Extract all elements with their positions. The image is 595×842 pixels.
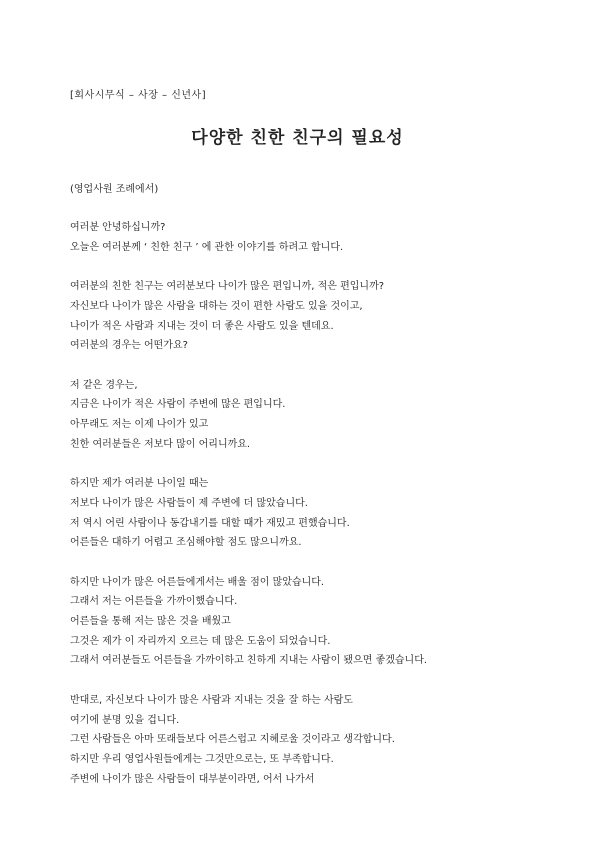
- text-line: 여기에 분명 있을 겁니다.: [70, 714, 180, 726]
- paragraph: [70, 218, 540, 257]
- text-line: 여러분의 경우는 어떤가요?: [70, 340, 188, 352]
- text-line: 오늘은 여러분께 ‘ 친한 친구 ’ 에 관한 이야기를 하려고 합니다.: [70, 241, 344, 253]
- text-line: 어른들을 통해 저는 많은 것을 배웠고: [70, 616, 231, 627]
- text-line: 하지만 나이가 많은 어른들에게서는 배울 점이 많았습니다.: [70, 576, 325, 588]
- body-text: [70, 218, 540, 809]
- document-title: 다양한 친한 친구의 필요성: [191, 128, 404, 148]
- document-subtitle: (영업사원 조례에서): [70, 184, 159, 195]
- text-line: 어른들은 대하기 어렵고 조심해야할 점도 많으니까요.: [70, 537, 302, 549]
- text-line: 여러분의 친한 친구는 여러분보다 나이가 많은 편입니까, 적은 편입니까?: [70, 281, 385, 293]
- text-line: 그래서 저는 어른들을 가까이했습니다.: [70, 596, 238, 608]
- text-line: 저 역시 어린 사람이나 동갑내기를 대할 때가 재밌고 편했습니다.: [70, 517, 350, 529]
- text-line: 자신보다 나이가 많은 사람을 대하는 것이 편한 사람도 있을 것이고,: [70, 300, 363, 312]
- paragraph: [70, 691, 540, 790]
- text-line: 주변에 나이가 많은 사람들이 대부분이라면, 어서 나가서: [70, 773, 315, 785]
- paragraph: [70, 277, 540, 356]
- text-line: 반대로, 자신보다 나이가 많은 사람과 지내는 것을 잘 하는 사람도: [70, 694, 353, 706]
- paragraph: [70, 376, 540, 455]
- text-line: 저 같은 경우는,: [70, 379, 138, 391]
- paragraph: [70, 573, 540, 672]
- text-line: 지금은 나이가 적은 사람이 주변에 많은 편입니다.: [70, 399, 286, 411]
- text-line: 하지만 제가 여러분 나이일 때는: [70, 478, 209, 490]
- text-line: 저보다 나이가 많은 사람들이 제 주변에 더 많았습니다.: [70, 497, 308, 509]
- text-line: 그것은 제가 이 자리까지 오르는 데 많은 도움이 되었습니다.: [70, 635, 331, 647]
- header-tag: [회사시무식 – 사장 – 신년사]: [70, 90, 207, 101]
- paragraph: [70, 474, 540, 553]
- text-line: 여러분 안녕하십니까?: [70, 222, 166, 233]
- text-line: 하지만 우리 영업사원들에게는 그것만으로는, 또 부족합니다.: [70, 753, 334, 765]
- text-line: 그런 사람들은 아마 또래들보다 어른스럽고 지혜로울 것이라고 생각합니다.: [70, 734, 395, 746]
- text-line: 나이가 적은 사람과 지내는 것이 더 좋은 사람도 있을 텐데요.: [70, 320, 334, 332]
- text-line: 아무래도 저는 이제 나이가 있고: [70, 419, 209, 430]
- text-line: 친한 여러분들은 저보다 많이 어리니까요.: [70, 438, 251, 450]
- text-line: 그래서 여러분들도 어른들을 가까이하고 친하게 지내는 사람이 됐으면 좋겠습니다.: [70, 655, 428, 667]
